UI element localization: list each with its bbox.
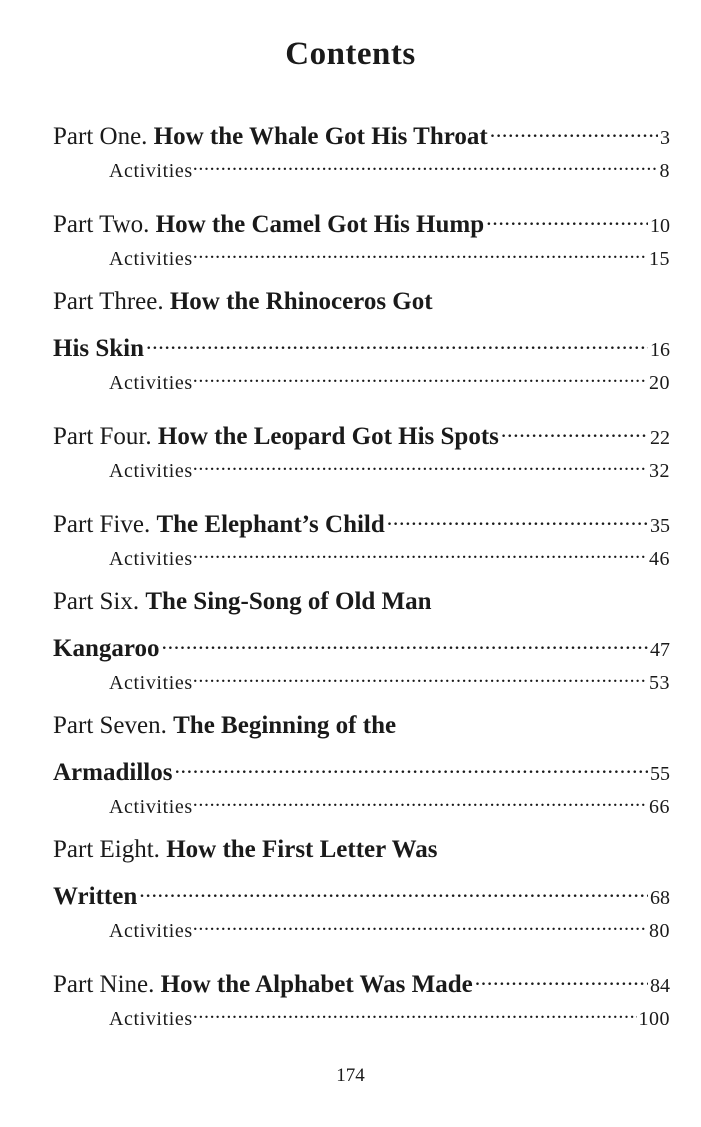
toc-entry-title-line	[53, 620, 670, 662]
activities-label: Activities	[109, 548, 193, 570]
story-title: The Sing-Song of Old Man	[145, 588, 432, 615]
page-number-footer: 174	[336, 1065, 365, 1086]
story-title: How the Alphabet Was Made	[160, 971, 473, 998]
dot-leader	[162, 620, 649, 656]
toc-entry	[53, 832, 670, 942]
activities-page-number: 8	[659, 160, 670, 182]
toc-entry-title-line	[53, 108, 670, 150]
toc-entry	[53, 496, 670, 570]
page-number: 10	[650, 215, 670, 237]
dot-leader	[193, 356, 647, 389]
story-title-continued: Kangaroo	[53, 635, 160, 662]
activities-label: Activities	[109, 672, 193, 694]
toc-entry	[53, 108, 670, 182]
page-number: 55	[650, 763, 670, 785]
story-title: The Elephant’s Child	[156, 511, 385, 538]
toc-entry-title-line	[53, 956, 670, 998]
part-label: Part Seven.	[53, 712, 167, 739]
toc-entry-title-line	[53, 196, 670, 238]
dot-leader	[387, 496, 648, 532]
page-number: 16	[650, 339, 670, 361]
story-title-continued: Written	[53, 883, 138, 910]
page-number: 68	[650, 887, 670, 909]
story-title-continued: Armadillos	[53, 759, 173, 786]
activities-label: Activities	[109, 460, 193, 482]
activities-line	[53, 356, 670, 394]
toc-entry-title-line	[53, 284, 670, 320]
story-title: How the Leopard Got His Spots	[157, 423, 499, 450]
page-number: 84	[650, 975, 670, 997]
part-label: Part Nine.	[53, 971, 155, 998]
story-title: The Beginning of the	[173, 712, 397, 739]
activities-label: Activities	[109, 1008, 193, 1030]
part-label: Part Eight.	[53, 836, 160, 863]
dot-leader	[501, 408, 648, 444]
part-label: Part One.	[53, 123, 148, 150]
toc-entry	[53, 956, 670, 1030]
toc-entry	[53, 584, 670, 694]
dot-leader	[475, 956, 648, 992]
part-label: Part Five.	[53, 511, 151, 538]
page-number: 35	[650, 515, 670, 537]
toc-entry	[53, 708, 670, 818]
story-title: How the Rhinoceros Got	[169, 288, 433, 315]
toc-entry-title-line	[53, 744, 670, 786]
dot-leader	[193, 532, 647, 565]
page-number: 47	[650, 639, 670, 661]
story-title-continued: His Skin	[53, 335, 145, 362]
toc-entry	[53, 284, 670, 394]
part-label: Part Four.	[53, 423, 152, 450]
dot-leader	[193, 780, 647, 813]
dot-leader	[193, 144, 658, 177]
part-label: Part Three.	[53, 288, 164, 315]
toc-entry	[53, 196, 670, 270]
part-label: Part Two.	[53, 211, 150, 238]
story-title: How the Camel Got His Hump	[155, 211, 485, 238]
toc-entry-title-line	[53, 496, 670, 538]
activities-page-number: 53	[649, 672, 670, 694]
page-title: Contents	[285, 36, 416, 72]
activities-page-number: 15	[649, 248, 670, 270]
toc-entry	[53, 408, 670, 482]
activities-page-number: 66	[649, 796, 670, 818]
activities-label: Activities	[109, 920, 193, 942]
dot-leader	[193, 992, 637, 1025]
story-title: How the Whale Got His Throat	[153, 123, 488, 150]
activities-page-number: 32	[649, 460, 670, 482]
dot-leader	[174, 744, 648, 780]
toc-entry-title-line	[53, 868, 670, 910]
activities-page-number: 20	[649, 372, 670, 394]
activities-label: Activities	[109, 796, 193, 818]
dot-leader	[193, 656, 647, 689]
story-title: How the First Letter Was	[166, 836, 438, 863]
part-label: Part Six.	[53, 588, 140, 615]
dot-leader	[490, 108, 658, 144]
toc-entry-title-line	[53, 320, 670, 362]
toc-entry-title-line	[53, 832, 670, 868]
activities-label: Activities	[109, 248, 193, 270]
dot-leader	[139, 868, 648, 904]
toc-entry-title-line	[53, 584, 670, 620]
table-of-contents	[53, 108, 670, 1044]
dot-leader	[193, 232, 647, 265]
dot-leader	[193, 444, 647, 477]
dot-leader	[486, 196, 648, 232]
page-number: 3	[660, 127, 670, 149]
activities-page-number: 46	[649, 548, 670, 570]
activities-page-number: 80	[649, 920, 670, 942]
activities-line	[53, 904, 670, 942]
toc-entry-title-line	[53, 708, 670, 744]
dot-leader	[146, 320, 648, 356]
toc-entry-title-line	[53, 408, 670, 450]
activities-label: Activities	[109, 160, 193, 182]
dot-leader	[193, 904, 647, 937]
activities-page-number: 100	[638, 1008, 670, 1030]
page-number: 22	[650, 427, 670, 449]
activities-label: Activities	[109, 372, 193, 394]
